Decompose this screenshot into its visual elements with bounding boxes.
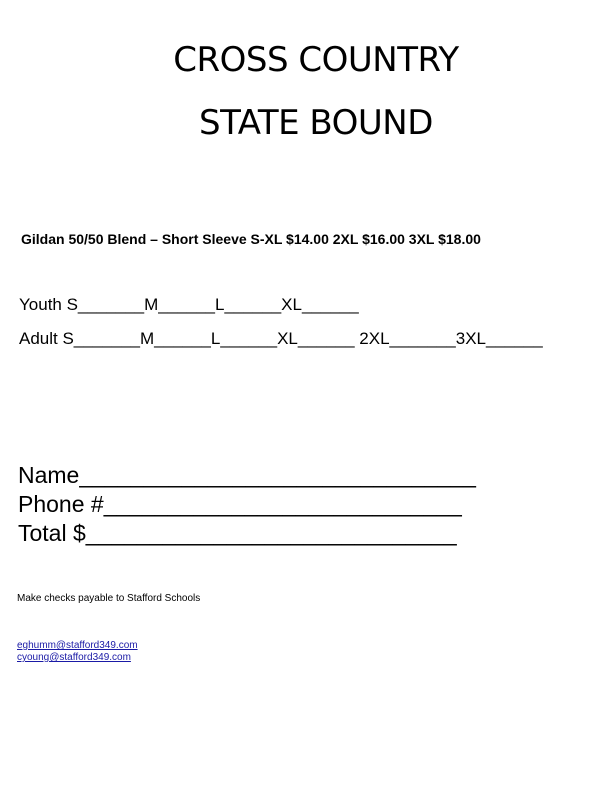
contact-email-link-1[interactable]: eghumm@stafford349.com xyxy=(17,640,138,651)
contact-email-link-2[interactable]: cyoung@stafford349.com xyxy=(17,652,131,663)
adult-sizes-line: Adult S_______M______L______XL______ 2XL_______3XL______ xyxy=(19,329,543,348)
product-pricing: Gildan 50/50 Blend – Short Sleeve S-XL $14.00 2XL $16.00 3XL $18.00 xyxy=(21,231,481,247)
name-field: Name_______________________________ xyxy=(18,462,476,488)
phone-field: Phone #____________________________ xyxy=(18,491,462,517)
title-line-1: CROSS COUNTRY xyxy=(173,40,459,80)
youth-sizes-line: Youth S_______M______L______XL______ xyxy=(19,295,359,314)
title-line-2: STATE BOUND xyxy=(199,103,433,143)
total-field: Total $_____________________________ xyxy=(18,520,457,546)
payment-note: Make checks payable to Stafford Schools xyxy=(17,593,201,604)
